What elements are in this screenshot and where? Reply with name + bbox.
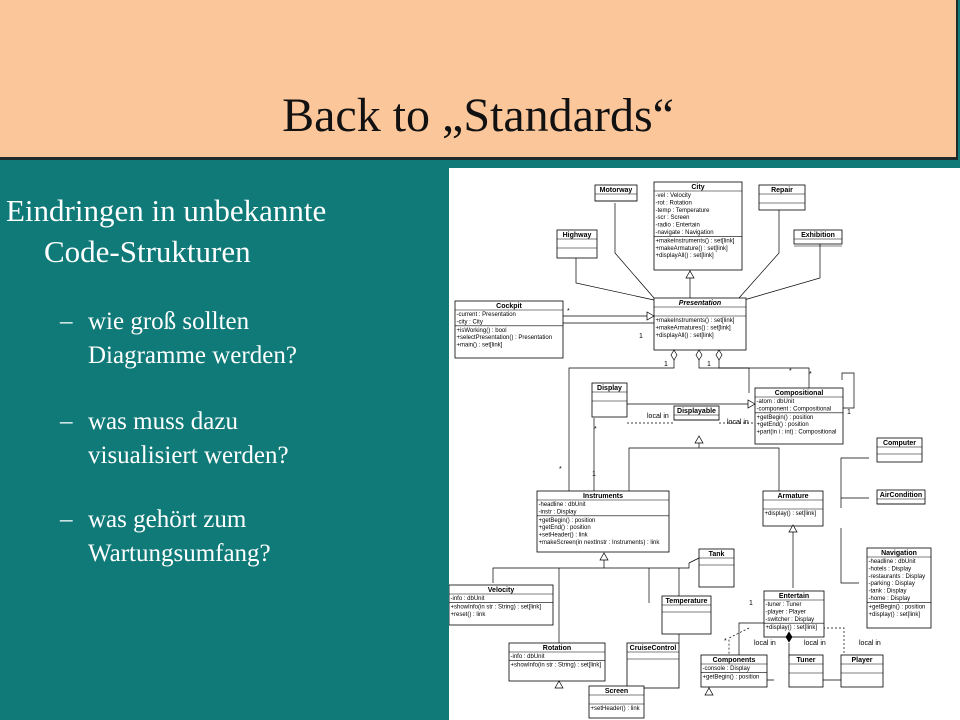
sub-bullet-2: [60, 405, 289, 473]
class-name: Exhibition: [801, 232, 835, 239]
generalization-arrowhead: [600, 553, 608, 560]
uml-class-tank: [699, 549, 734, 587]
class-attribute: -current : Presentation: [456, 312, 516, 318]
multiplicity-label: *: [594, 426, 597, 433]
uml-class-city: [654, 182, 742, 270]
class-attribute: -city : City: [456, 319, 483, 326]
uml-class-navigation: [867, 548, 931, 628]
class-attribute: -hotels : Display: [868, 566, 912, 573]
main-bullet-line1: Eindringen in unbekannte: [6, 193, 327, 228]
uml-class-motorway: [595, 185, 637, 201]
class-operation: +makeInstruments() : set[link]: [655, 238, 735, 245]
class-attribute: -atom : dbUnit: [756, 399, 795, 405]
class-operation: +displayAll() : set[link]: [655, 253, 714, 260]
uml-class-displayable: [674, 406, 719, 420]
slide-title: Back to „Standards“: [282, 89, 674, 142]
dash: –: [60, 408, 73, 435]
multiplicity-label: *: [559, 466, 562, 473]
class-attribute: -headline : dbUnit: [868, 559, 916, 565]
class-name: Components: [712, 657, 756, 664]
generalization-arrowhead: [705, 688, 713, 695]
association-label: local in: [804, 640, 826, 647]
association-label: local in: [859, 640, 881, 647]
sub-bullet-line1: was gehört zum: [88, 506, 247, 533]
class-name: Screen: [604, 688, 629, 695]
uml-canvas: [449, 168, 960, 720]
class-attribute: -info : dbUnit: [510, 654, 545, 660]
uml-class-display: [592, 383, 627, 417]
uml-class-highway: [557, 230, 597, 258]
class-name: AirCondition: [879, 492, 923, 499]
generalization-arrowhead: [647, 312, 654, 320]
class-operation: +getBegin() : position: [702, 674, 760, 681]
class-operation: +main() : set[link]: [456, 342, 503, 349]
class-name: Computer: [882, 440, 917, 447]
uml-class-presentation: [654, 298, 746, 350]
class-name: Repair: [771, 187, 793, 194]
generalization-arrowhead: [748, 400, 755, 408]
multiplicity-label: 1: [592, 471, 596, 478]
association-label: local in: [754, 640, 776, 647]
class-attribute: -navigate : Navigation: [655, 230, 714, 236]
class-attribute: -home : Display: [868, 596, 911, 602]
class-operation: +getBegin() : position: [538, 517, 596, 524]
uml-class-rotation: [509, 643, 605, 681]
class-name: Presentation: [678, 300, 722, 307]
sub-bullet-3: [60, 503, 271, 571]
main-bullet: [6, 190, 326, 272]
uml-class-exhibition: [794, 230, 842, 246]
composition-diamond: [716, 350, 722, 360]
class-operation: +display() : set[link]: [764, 511, 817, 517]
main-bullet-line2: Code-Strukturen: [44, 234, 251, 269]
multiplicity-label: 1: [847, 409, 851, 416]
class-operation: +makeInstruments() : set[link]: [655, 318, 735, 324]
class-name: Temperature: [665, 598, 708, 605]
uml-class-diagram: [449, 168, 960, 720]
class-name: Tank: [708, 551, 725, 558]
class-attribute: -component : Compositional: [756, 406, 832, 413]
composition-diamond: [696, 350, 702, 360]
association-label: local in: [647, 413, 669, 420]
class-name: CruiseControl: [629, 645, 677, 652]
class-name: Displayable: [677, 408, 716, 415]
composition-diamond: [671, 350, 677, 360]
class-name: Navigation: [881, 550, 917, 557]
class-attribute: -player : Player: [765, 609, 806, 616]
uml-class-components: [701, 655, 767, 687]
class-operation: +showInfo(in str : String) : set[link]: [450, 604, 542, 611]
sub-bullet-1: [60, 305, 297, 373]
class-name: Tuner: [796, 657, 816, 664]
class-attribute: -switcher : Display: [765, 616, 815, 623]
uml-class-tuner: [789, 655, 823, 687]
sub-bullet-line2: visualisiert werden?: [88, 442, 289, 469]
class-operation: +isWorking() : bool: [456, 327, 507, 334]
class-operation: +makeArmature() : set[link]: [655, 245, 728, 252]
class-attribute: -console : Display: [702, 666, 750, 672]
class-operation: +selectPresentation() : Presentation: [456, 335, 553, 342]
class-attribute: -tuner : Tuner: [765, 602, 802, 608]
uml-class-instruments: [537, 491, 669, 552]
class-operation: +makeArmatures() : set[link]: [655, 325, 731, 332]
uml-class-velocity: [449, 585, 553, 625]
multiplicity-label: 1: [664, 361, 668, 368]
uml-class-cockpit: [455, 301, 563, 358]
class-operation: +part(in i : int) : Compositional: [756, 429, 837, 436]
multiplicity-label: 1: [749, 600, 753, 607]
multiplicity-label: *: [567, 308, 570, 315]
class-attribute: -parking : Display: [868, 581, 915, 588]
uml-class-computer: [877, 438, 922, 462]
class-attribute: -headline : dbUnit: [538, 502, 586, 508]
class-attribute: -restaurants : Display: [868, 573, 926, 580]
class-operation: +makeScreen(in nextInstr : Instruments) : link: [538, 540, 660, 546]
class-attribute: -temp : Temperature: [655, 207, 710, 214]
uml-class-aircondition: [877, 490, 925, 504]
class-name: Player: [851, 657, 873, 664]
class-name: Entertain: [778, 593, 810, 600]
multiplicity-label: 1: [707, 361, 711, 368]
class-attribute: -scr : Screen: [655, 215, 690, 222]
sub-bullet-line2: Wartungsumfang?: [88, 540, 271, 567]
title-bar: [0, 0, 958, 160]
class-attribute: -instr : Display: [538, 509, 577, 516]
class-operation: +getBegin() : position: [868, 604, 926, 611]
sub-bullet-line1: was muss dazu: [88, 408, 238, 435]
uml-class-repair: [759, 185, 805, 210]
multiplicity-label: *: [789, 368, 792, 375]
class-operation: +display() : set[link]: [765, 625, 818, 632]
class-operation: +reset() : link: [450, 611, 486, 618]
uml-class-armature: [763, 491, 823, 526]
class-name: Armature: [777, 493, 809, 500]
class-name: Highway: [562, 232, 592, 239]
generalization-arrowhead: [555, 681, 563, 688]
generalization-arrowhead: [695, 436, 703, 443]
class-attribute: -info : dbUnit: [450, 596, 485, 602]
class-name: Instruments: [582, 493, 624, 500]
multiplicity-label: *: [724, 638, 727, 645]
class-name: Cockpit: [496, 303, 522, 310]
class-attribute: -vel : Velocity: [655, 193, 691, 199]
class-operation: +setHeader() : link: [538, 532, 588, 539]
dash: –: [60, 506, 73, 533]
class-operation: +showInfo(in str : String) : set[link]: [510, 662, 602, 669]
uml-class-temperature: [662, 596, 711, 634]
sub-bullet-line1: wie groß sollten: [88, 308, 250, 335]
class-name: Motorway: [599, 187, 633, 194]
uml-class-cruisecontrol: [627, 643, 679, 688]
class-name: Compositional: [774, 390, 824, 397]
class-operation: +getBegin() : position: [756, 414, 814, 421]
class-attribute: -rot : Rotation: [655, 200, 692, 207]
multiplicity-label: *: [809, 371, 812, 378]
uml-class-compositional: [755, 388, 843, 444]
uml-class-screen: [589, 686, 644, 718]
class-attribute: -radio : Entertain: [655, 222, 700, 229]
association-label: local in: [727, 419, 749, 426]
class-operation: +getEnd() : position: [538, 525, 591, 532]
generalization-arrowhead: [686, 271, 694, 278]
uml-class-entertain: [764, 591, 824, 637]
multiplicity-label: 1: [639, 333, 643, 340]
class-operation: +display() : set[link]: [868, 611, 921, 618]
class-name: City: [691, 184, 705, 191]
class-operation: +displayAll() : set[link]: [655, 332, 714, 339]
class-operation: +getEnd() : position: [756, 422, 809, 429]
sub-bullet-line2: Diagramme werden?: [88, 342, 297, 369]
class-name: Rotation: [542, 645, 572, 652]
dash: –: [60, 308, 73, 335]
class-operation: +setHeader() : link: [590, 706, 640, 712]
class-attribute: -tank : Display: [868, 588, 907, 595]
uml-class-player: [841, 655, 883, 687]
class-name: Velocity: [487, 587, 515, 594]
class-name: Display: [597, 385, 622, 392]
